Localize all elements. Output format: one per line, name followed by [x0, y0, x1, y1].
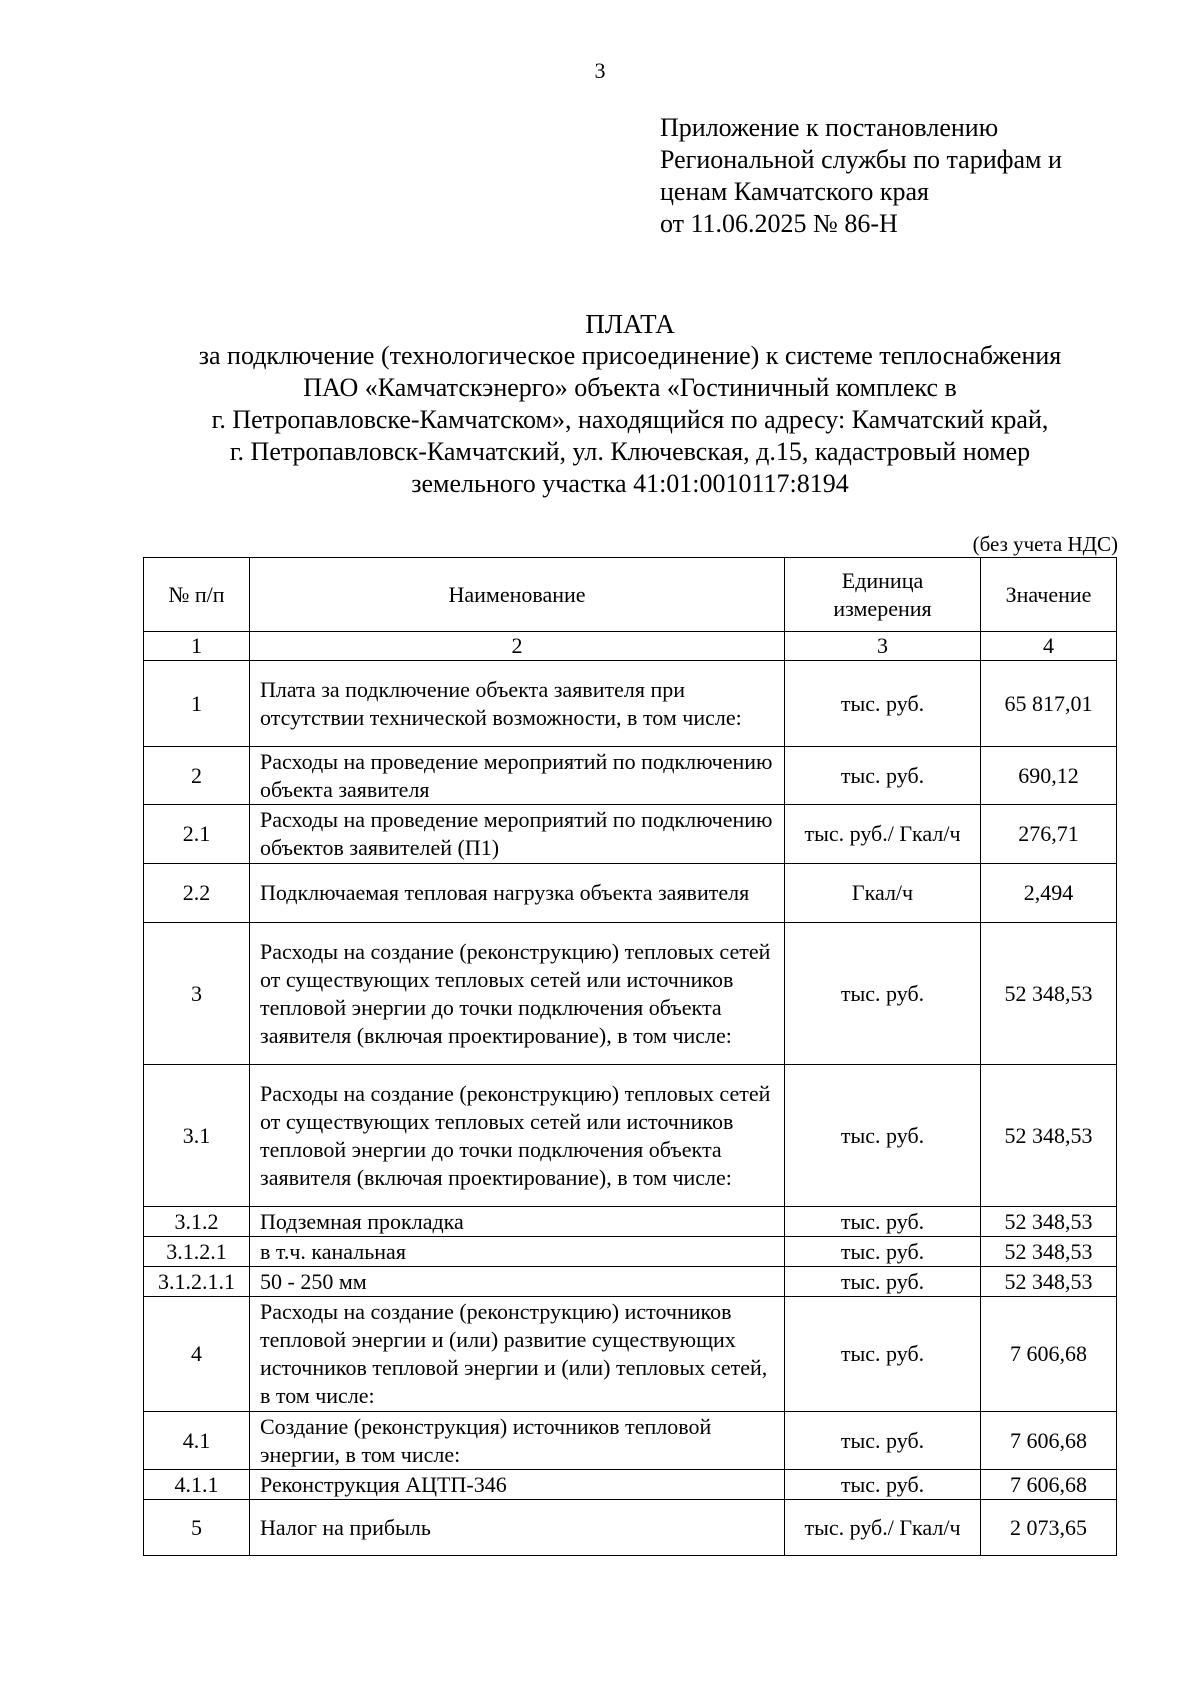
appendix-header: [660, 112, 1160, 240]
table-row: [144, 864, 1117, 923]
row-num: 3: [144, 923, 250, 1065]
table-row: [144, 805, 1117, 864]
row-unit: тыс. руб.: [785, 1412, 981, 1470]
row-value: 7 606,68: [981, 1297, 1117, 1412]
row-num: 3.1: [144, 1065, 250, 1207]
row-unit: тыс. руб.: [785, 747, 981, 805]
appendix-line: ценам Камчатского края: [660, 177, 929, 206]
row-unit: тыс. руб.: [785, 1237, 981, 1267]
table-row: [144, 661, 1117, 747]
row-name: в т.ч. канальная: [250, 1237, 785, 1267]
column-number-row: [144, 632, 1117, 661]
table-row: [144, 1412, 1117, 1470]
row-num: 2.2: [144, 864, 250, 923]
table-row: [144, 1207, 1117, 1237]
row-num: 1: [144, 661, 250, 747]
row-unit: тыс. руб.: [785, 1470, 981, 1500]
row-value: 52 348,53: [981, 1065, 1117, 1207]
row-unit: тыс. руб.: [785, 923, 981, 1065]
column-number: 3: [785, 632, 981, 661]
table-row: [144, 1237, 1117, 1267]
title-line: г. Петропавловск-Камчатский, ул. Ключевская, д.15, кадастровый номер: [229, 437, 1031, 466]
row-num: 3.1.2.1: [144, 1237, 250, 1267]
row-name: Плата за подключение объекта заявителя при отсутствии технической возможности, в том числе:: [250, 661, 785, 747]
column-number: 2: [250, 632, 785, 661]
row-num: 4.1.1: [144, 1470, 250, 1500]
row-name: Расходы на создание (реконструкцию) тепловых сетей от существующих тепловых сетей или источников тепловой энергии до точки подключения объекта заявителя (включая проектирование), в том числе:: [250, 923, 785, 1065]
row-name: Расходы на создание (реконструкцию) источников тепловой энергии и (или) развитие существующих источников тепловой энергии и (или) тепловых сетей, в том числе:: [250, 1297, 785, 1412]
row-unit: тыс. руб./ Гкал/ч: [785, 1500, 981, 1556]
title-line: ПАО «Камчатскэнерго» объекта «Гостиничный комплекс в: [303, 373, 957, 402]
header-value: Значение: [981, 558, 1117, 632]
table-header-row: [144, 558, 1117, 632]
row-value: 276,71: [981, 805, 1117, 864]
row-value: 7 606,68: [981, 1470, 1117, 1500]
row-num: 4: [144, 1297, 250, 1412]
row-value: 65 817,01: [981, 661, 1117, 747]
appendix-line: Приложение к постановлению: [660, 113, 999, 142]
column-number: 1: [144, 632, 250, 661]
row-num: 3.1.2: [144, 1207, 250, 1237]
title-line: г. Петропавловске-Камчатском», находящийся по адресу: Камчатский край,: [211, 405, 1049, 434]
header-name: Наименование: [250, 558, 785, 632]
row-value: 52 348,53: [981, 1237, 1117, 1267]
row-num: 2.1: [144, 805, 250, 864]
row-unit: тыс. руб./ Гкал/ч: [785, 805, 981, 864]
title-heading: ПЛАТА: [585, 309, 675, 339]
header-num: № п/п: [144, 558, 250, 632]
row-unit: тыс. руб.: [785, 1207, 981, 1237]
row-num: 3.1.2.1.1: [144, 1267, 250, 1297]
row-name: Реконструкция АЦТП-346: [250, 1470, 785, 1500]
row-unit: тыс. руб.: [785, 661, 981, 747]
row-unit: тыс. руб.: [785, 1267, 981, 1297]
row-value: 52 348,53: [981, 1207, 1117, 1237]
row-num: 4.1: [144, 1412, 250, 1470]
column-number: 4: [981, 632, 1117, 661]
title-line: земельного участка 41:01:0010117:8194: [411, 469, 849, 498]
row-value: 52 348,53: [981, 923, 1117, 1065]
appendix-line: Региональной службы по тарифам и: [660, 145, 1062, 174]
vat-note: (без учета НДС): [972, 532, 1118, 556]
table-row: [144, 923, 1117, 1065]
row-num: 2: [144, 747, 250, 805]
row-value: 690,12: [981, 747, 1117, 805]
row-value: 2 073,65: [981, 1500, 1117, 1556]
row-name: Подземная прокладка: [250, 1207, 785, 1237]
page-number: 3: [594, 58, 606, 83]
appendix-date-number: от 11.06.2025 № 86-Н: [660, 209, 898, 238]
row-name: 50 - 250 мм: [250, 1267, 785, 1297]
table-row: [144, 1065, 1117, 1207]
table-row: [144, 1267, 1117, 1297]
fee-table: [143, 557, 1117, 1556]
row-value: 52 348,53: [981, 1267, 1117, 1297]
table-row: [144, 1297, 1117, 1412]
table-row: [144, 1470, 1117, 1500]
row-value: 2,494: [981, 864, 1117, 923]
row-unit: тыс. руб.: [785, 1297, 981, 1412]
row-unit: тыс. руб.: [785, 1065, 981, 1207]
row-name: Налог на прибыль: [250, 1500, 785, 1556]
table-row: [144, 1500, 1117, 1556]
document-title: [0, 308, 1200, 500]
row-name: Расходы на проведение мероприятий по подключению объектов заявителей (П1): [250, 805, 785, 864]
table-row: [144, 747, 1117, 805]
title-line: за подключение (технологическое присоединение) к системе теплоснабжения: [198, 341, 1062, 370]
row-name: Расходы на создание (реконструкцию) тепловых сетей от существующих тепловых сетей или источников тепловой энергии до точки подключения объекта заявителя (включая проектирование), в том числе:: [250, 1065, 785, 1207]
row-unit: Гкал/ч: [785, 864, 981, 923]
row-num: 5: [144, 1500, 250, 1556]
row-name: Создание (реконструкция) источников тепловой энергии, в том числе:: [250, 1412, 785, 1470]
row-name: Расходы на проведение мероприятий по подключению объекта заявителя: [250, 747, 785, 805]
row-value: 7 606,68: [981, 1412, 1117, 1470]
header-unit: Единица измерения: [785, 558, 981, 632]
row-name: Подключаемая тепловая нагрузка объекта заявителя: [250, 864, 785, 923]
